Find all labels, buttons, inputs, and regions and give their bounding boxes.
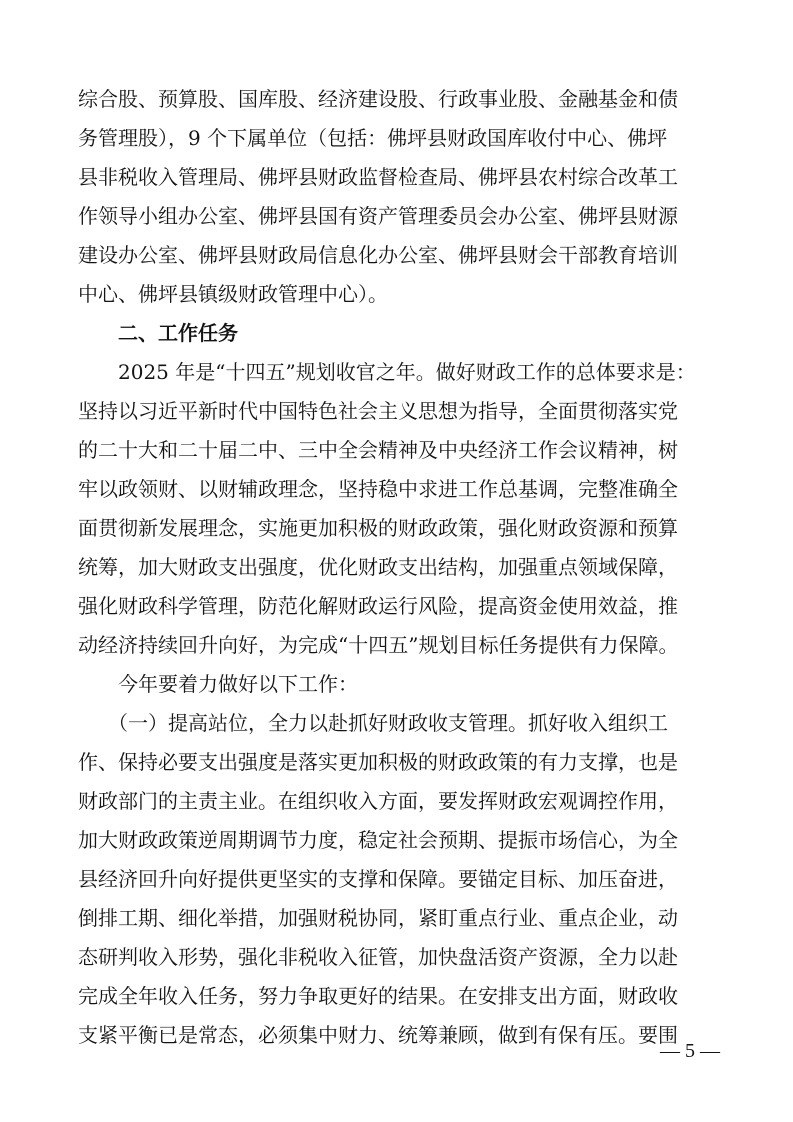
text-line: 务管理股），9 个下属单位（包括：佛坪县财政国库收付中心、佛坪 — [78, 126, 668, 150]
text-line: 建设办公室、佛坪县财政局信息化办公室、佛坪县财会干部教育培训 — [78, 243, 678, 267]
body-text — [78, 80, 718, 1055]
text-line: 今年要着力做好以下工作： — [78, 672, 358, 696]
text-line: 中心、佛坪县镇级财政管理中心）。 — [78, 282, 388, 306]
text-line: 县非税收入管理局、佛坪县财政监督检查局、佛坪县农村综合改革工 — [78, 165, 678, 189]
text-line: 支紧平衡已是常态，必须集中财力、统筹兼顾，做到有保有压。要围 — [78, 1023, 678, 1047]
text-line: 坚持以习近平新时代中国特色社会主义思想为指导，全面贯彻落实党 — [78, 399, 678, 423]
text-line: 态研判收入形势，强化非税收入征管，加快盘活资产资源，全力以赴 — [78, 945, 678, 969]
text-line: 作领导小组办公室、佛坪县国有资产管理委员会办公室、佛坪县财源 — [78, 204, 678, 228]
text-line: 的二十大和二十届二中、三中全会精神及中央经济工作会议精神，树 — [78, 438, 678, 462]
text-line: （一）提高站位，全力以赴抓好财政收支管理。抓好收入组织工 — [78, 711, 668, 735]
text-line: 综合股、预算股、国库股、经济建设股、行政事业股、金融基金和债 — [78, 87, 678, 111]
text-line: 作、保持必要支出强度是落实更加积极的财政政策的有力支撑，也是 — [78, 750, 678, 774]
text-line: 完成全年收入任务，努力争取更好的结果。在安排支出方面，财政收 — [78, 984, 678, 1008]
text-line: 财政部门的主责主业。在组织收入方面，要发挥财政宏观调控作用， — [78, 789, 678, 813]
text-line: 统筹，加大财政支出强度，优化财政支出结构，加强重点领域保障， — [78, 555, 678, 579]
text-line: 面贯彻新发展理念，实施更加积极的财政政策，强化财政资源和预算 — [78, 516, 678, 540]
text-line: 强化财政科学管理，防范化解财政运行风险，提高资金使用效益，推 — [78, 594, 678, 618]
text-line: 2025 年是“十四五”规划收官之年。做好财政工作的总体要求是： — [78, 360, 696, 384]
text-line: 县经济回升向好提供更坚实的支撑和保障。要锚定目标、加压奋进， — [78, 867, 678, 891]
text-line: 牢以政领财、以财辅政理念，坚持稳中求进工作总基调，完整准确全 — [78, 477, 678, 501]
section-heading: 二、工作任务 — [78, 321, 238, 345]
text-line: 倒排工期、细化举措，加强财税协同，紧盯重点行业、重点企业，动 — [78, 906, 678, 930]
page-number: — 5 — — [660, 1040, 720, 1062]
text-line: 加大财政政策逆周期调节力度，稳定社会预期、提振市场信心，为全 — [78, 828, 678, 852]
text-line: 动经济持续回升向好，为完成“十四五”规划目标任务提供有力保障。 — [78, 633, 679, 657]
